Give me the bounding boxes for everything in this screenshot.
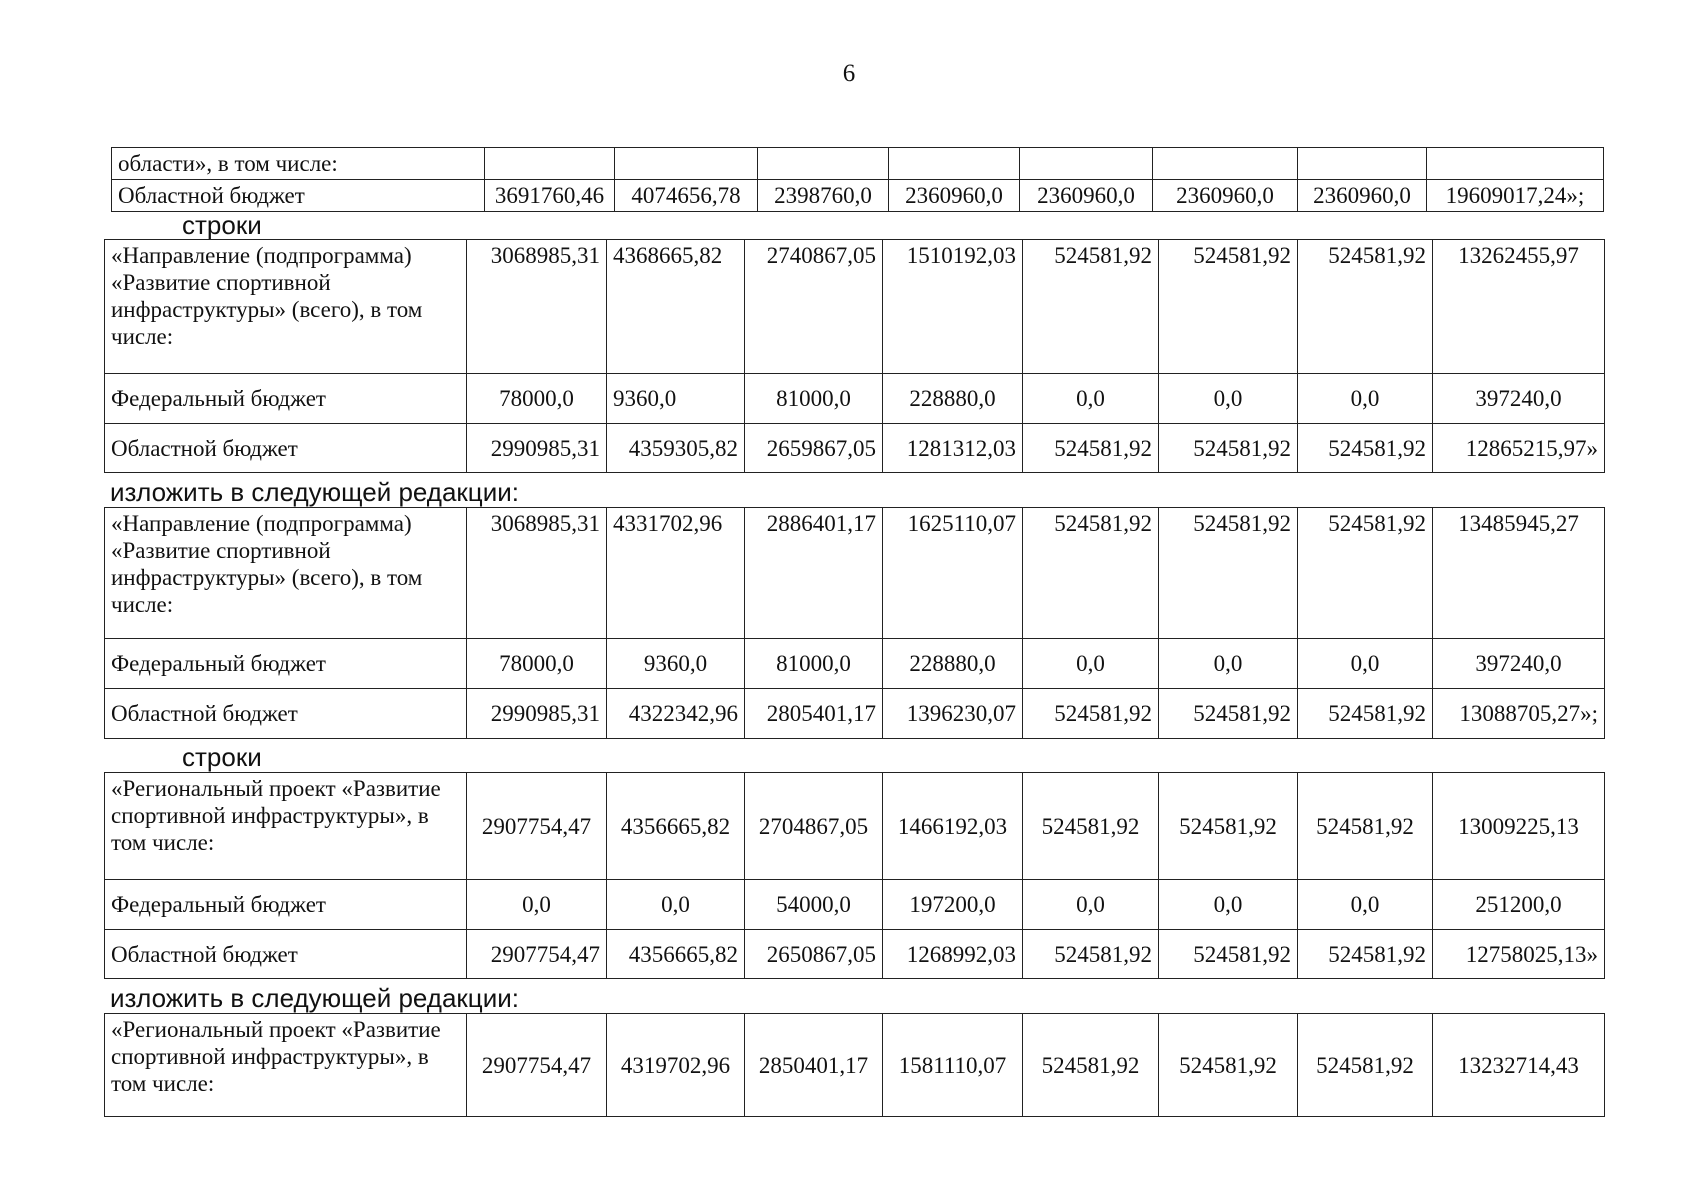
row-label: «Направление (подпрограмма) «Развитие спортивной инфраструктуры» (всего), в том числе: (105, 240, 467, 374)
cell (1020, 148, 1153, 180)
row-label: Федеральный бюджет (105, 880, 467, 930)
cell: 2360960,0 (1153, 180, 1298, 212)
cell: 524581,92 (1159, 424, 1298, 473)
table-row (105, 880, 1605, 930)
cell: 524581,92 (1298, 1014, 1433, 1117)
cell: 2907754,47 (467, 773, 607, 880)
cell: 12865215,97» (1433, 424, 1605, 473)
cell: 1510192,03 (883, 240, 1023, 374)
cell: 524581,92 (1159, 930, 1298, 979)
cell: 397240,0 (1433, 374, 1605, 424)
table-row (112, 180, 1604, 212)
cell: 4322342,96 (607, 689, 745, 739)
cell: 1268992,03 (883, 930, 1023, 979)
cell: 524581,92 (1298, 773, 1433, 880)
cell (615, 148, 758, 180)
cell: 81000,0 (745, 639, 883, 689)
cell: 4359305,82 (607, 424, 745, 473)
cell: 0,0 (1023, 374, 1159, 424)
cell: 524581,92 (1023, 1014, 1159, 1117)
cell: 2398760,0 (758, 180, 889, 212)
cell: 13009225,13 (1433, 773, 1605, 880)
cell (1298, 148, 1427, 180)
cell: 1581110,07 (883, 1014, 1023, 1117)
cell (1427, 148, 1604, 180)
cell: 4368665,82 (607, 240, 745, 374)
row-label: «Региональный проект «Развитие спортивной инфраструктуры», в том числе: (105, 773, 467, 880)
cell: 0,0 (1298, 639, 1433, 689)
cell: 524581,92 (1298, 424, 1433, 473)
caption-izlozhit: изложить в следующей редакции: (110, 477, 519, 507)
cell: 2740867,05 (745, 240, 883, 374)
table-continuation (111, 147, 1604, 212)
cell: 3068985,31 (467, 508, 607, 639)
cell: 2907754,47 (467, 1014, 607, 1117)
cell: 524581,92 (1023, 508, 1159, 639)
cell: 2886401,17 (745, 508, 883, 639)
cell: 2704867,05 (745, 773, 883, 880)
cell (485, 148, 615, 180)
cell: 54000,0 (745, 880, 883, 930)
cell: 524581,92 (1298, 508, 1433, 639)
row-label: «Региональный проект «Развитие спортивной инфраструктуры», в том числе: (105, 1014, 467, 1117)
table-row (105, 374, 1605, 424)
cell: 197200,0 (883, 880, 1023, 930)
table-row (105, 424, 1605, 473)
cell: 524581,92 (1159, 240, 1298, 374)
cell: 4319702,96 (607, 1014, 745, 1117)
cell: 2360960,0 (889, 180, 1020, 212)
cell: 0,0 (1023, 880, 1159, 930)
cell: 524581,92 (1298, 930, 1433, 979)
table-row (105, 773, 1605, 880)
row-label: Федеральный бюджет (105, 639, 467, 689)
table-row (105, 639, 1605, 689)
cell: 13262455,97 (1433, 240, 1605, 374)
table-row (105, 508, 1605, 639)
cell: 12758025,13» (1433, 930, 1605, 979)
cell: 9360,0 (607, 639, 745, 689)
cell: 2360960,0 (1298, 180, 1427, 212)
cell: 0,0 (1023, 639, 1159, 689)
caption-stroki: строки (182, 210, 262, 240)
cell: 13088705,27»; (1433, 689, 1605, 739)
row-label: Областной бюджет (105, 424, 467, 473)
cell: 524581,92 (1298, 689, 1433, 739)
cell: 524581,92 (1023, 240, 1159, 374)
cell: 2360960,0 (1020, 180, 1153, 212)
cell: 1281312,03 (883, 424, 1023, 473)
cell: 2805401,17 (745, 689, 883, 739)
cell: 13232714,43 (1433, 1014, 1605, 1117)
cell: 524581,92 (1023, 689, 1159, 739)
cell: 0,0 (1159, 880, 1298, 930)
cell (758, 148, 889, 180)
cell: 2990985,31 (467, 689, 607, 739)
cell: 2850401,17 (745, 1014, 883, 1117)
table-row (112, 148, 1604, 180)
row-label: Областной бюджет (105, 689, 467, 739)
cell: 13485945,27 (1433, 508, 1605, 639)
table-new-project (104, 1013, 1605, 1117)
cell: 81000,0 (745, 374, 883, 424)
cell: 524581,92 (1159, 508, 1298, 639)
cell: 0,0 (607, 880, 745, 930)
table-row (105, 930, 1605, 979)
cell (889, 148, 1020, 180)
row-label: Федеральный бюджет (105, 374, 467, 424)
table-row (105, 689, 1605, 739)
row-label: Областной бюджет (105, 930, 467, 979)
cell: 524581,92 (1298, 240, 1433, 374)
cell: 524581,92 (1159, 1014, 1298, 1117)
cell: 3068985,31 (467, 240, 607, 374)
caption-izlozhit: изложить в следующей редакции: (110, 983, 519, 1013)
cell: 78000,0 (467, 639, 607, 689)
cell: 524581,92 (1159, 773, 1298, 880)
cell: 228880,0 (883, 639, 1023, 689)
cell: 0,0 (1159, 639, 1298, 689)
cell: 4356665,82 (607, 930, 745, 979)
cell: 524581,92 (1023, 424, 1159, 473)
cell: 0,0 (467, 880, 607, 930)
cell: 4356665,82 (607, 773, 745, 880)
table-row (105, 1014, 1605, 1117)
cell: 78000,0 (467, 374, 607, 424)
cell: 4074656,78 (615, 180, 758, 212)
cell: 251200,0 (1433, 880, 1605, 930)
cell (1153, 148, 1298, 180)
cell: 0,0 (1298, 374, 1433, 424)
cell: 397240,0 (1433, 639, 1605, 689)
table-new-direction (104, 507, 1605, 739)
cell: 0,0 (1298, 880, 1433, 930)
cell: 524581,92 (1023, 930, 1159, 979)
row-label: Областной бюджет (112, 180, 485, 212)
row-label: области», в том числе: (112, 148, 485, 180)
cell: 1625110,07 (883, 508, 1023, 639)
cell: 3691760,46 (485, 180, 615, 212)
table-row (105, 240, 1605, 374)
cell: 1396230,07 (883, 689, 1023, 739)
cell: 19609017,24»; (1427, 180, 1604, 212)
cell: 2659867,05 (745, 424, 883, 473)
cell: 524581,92 (1159, 689, 1298, 739)
cell: 228880,0 (883, 374, 1023, 424)
cell: 4331702,96 (607, 508, 745, 639)
row-label: «Направление (подпрограмма) «Развитие спортивной инфраструктуры» (всего), в том числе: (105, 508, 467, 639)
caption-stroki: строки (182, 742, 262, 772)
cell: 9360,0 (607, 374, 745, 424)
table-original-direction (104, 239, 1605, 473)
table-original-project (104, 772, 1605, 979)
cell: 0,0 (1159, 374, 1298, 424)
cell: 2650867,05 (745, 930, 883, 979)
page-number: 6 (842, 60, 856, 87)
cell: 2907754,47 (467, 930, 607, 979)
cell: 1466192,03 (883, 773, 1023, 880)
cell: 524581,92 (1023, 773, 1159, 880)
cell: 2990985,31 (467, 424, 607, 473)
